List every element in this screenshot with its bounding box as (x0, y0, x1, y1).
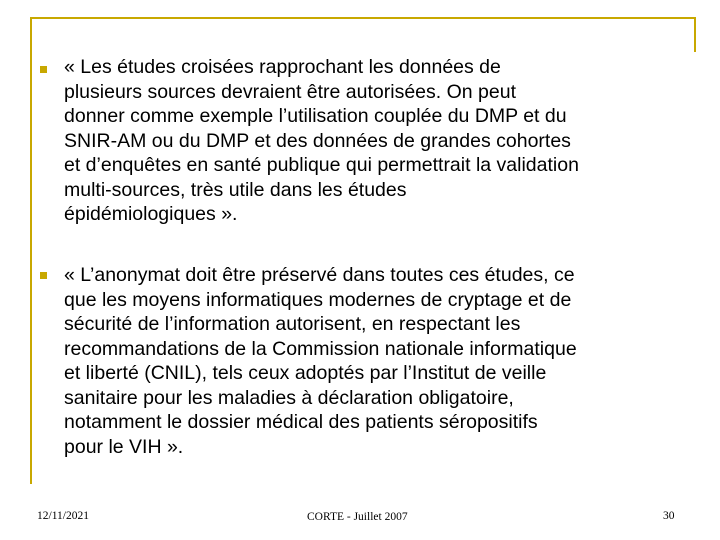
bullet-paragraph-2: « L’anonymat doit être préservé dans toutes ces études, ce que les moyens informatiques modernes de cryptage et de sécurité de l’information autorisent, en respectant les recommandations de la Commission nationale informatique et liberté (CNIL), tels ceux adoptés par l’Institut de veille sanitaire pour les maladies à déclaration obligatoire, notamment le dossier médical des patients séropositifs pour le VIH ». (64, 264, 577, 458)
footer-event: CORTE - Juillet 2007 (307, 511, 408, 523)
footer-date: 12/11/2021 (37, 510, 89, 522)
square-bullet-icon (40, 66, 47, 73)
frame-right-border (694, 17, 696, 52)
square-bullet-icon (40, 272, 47, 279)
frame-top-border (30, 17, 696, 19)
bullet-paragraph-1: « Les études croisées rapprochant les données de plusieurs sources devraient être autorisées. On peut donner comme exemple l’utilisation couplée du DMP et du SNIR-AM ou du DMP et des données de grandes cohortes et d’enquêtes en santé publique qui permettrait la validation multi-sources, très utile dans les études épidémiologiques ». (64, 56, 579, 225)
frame-left-border (30, 17, 32, 484)
footer-page-number: 30 (663, 510, 675, 522)
